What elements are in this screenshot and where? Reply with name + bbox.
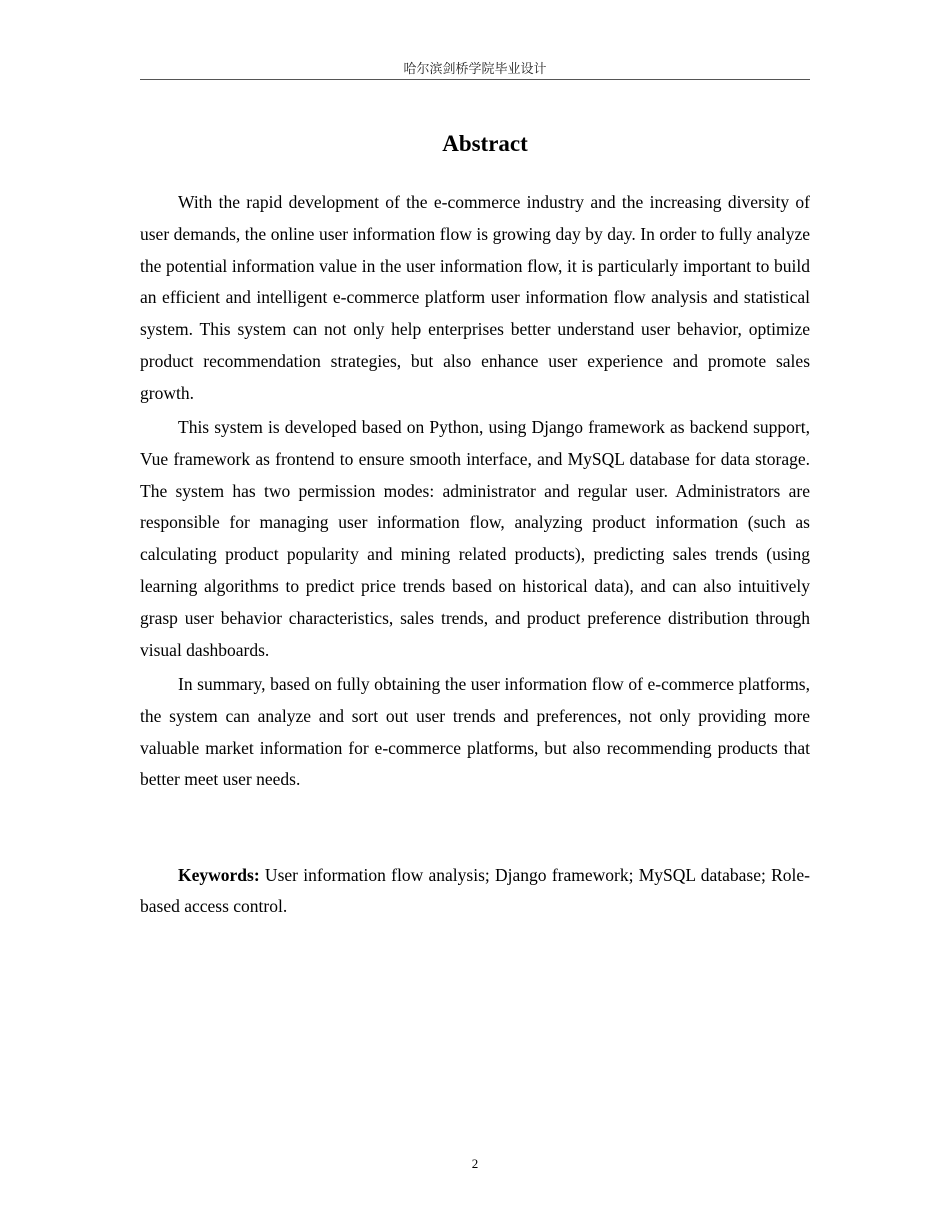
keywords-label: Keywords: — [178, 865, 260, 885]
abstract-paragraph-2: This system is developed based on Python, using Django framework as backend support, Vue framework as frontend to ensure smooth interface, and MySQL database for data storage. The system has two permission modes: administrator and regular user. Administrators are responsible for managing user information flow, analyzing product information (such as calculating product popularity and mining related products), predicting sales trends (using learning algorithms to predict price trends based on historical data), and can also intuitively grasp user behavior characteristics, sales trends, and product preference distribution through visual dashboards. — [140, 417, 810, 660]
header-rule — [140, 79, 810, 80]
abstract-paragraph-3: In summary, based on fully obtaining the user information flow of e-commerce platforms, the system can analyze and sort out user trends and preferences, not only providing more valuable market information for e-commerce platforms, but also recommending products that better meet user needs. — [140, 673, 810, 790]
running-header: 哈尔滨剑桥学院毕业设计 — [403, 62, 547, 77]
keywords-line — [140, 860, 810, 922]
abstract-title: Abstract — [442, 131, 528, 157]
page-number: 2 — [471, 1156, 479, 1171]
keywords-text: User information flow analysis; Django framework; MySQL database; Role-based access control. — [140, 865, 810, 916]
abstract-paragraph-1: With the rapid development of the e-commerce industry and the increasing diversity of user demands, the online user information flow is growing day by day. In order to fully analyze the potential information value in the user information flow, it is particularly important to build an efficient and intelligent e-commerce platform user information flow analysis and statistical system. This system can not only help enterprises better understand user behavior, optimize product recommendation strategies, but also enhance user experience and promote sales growth. — [140, 192, 810, 403]
abstract-body — [140, 187, 810, 799]
